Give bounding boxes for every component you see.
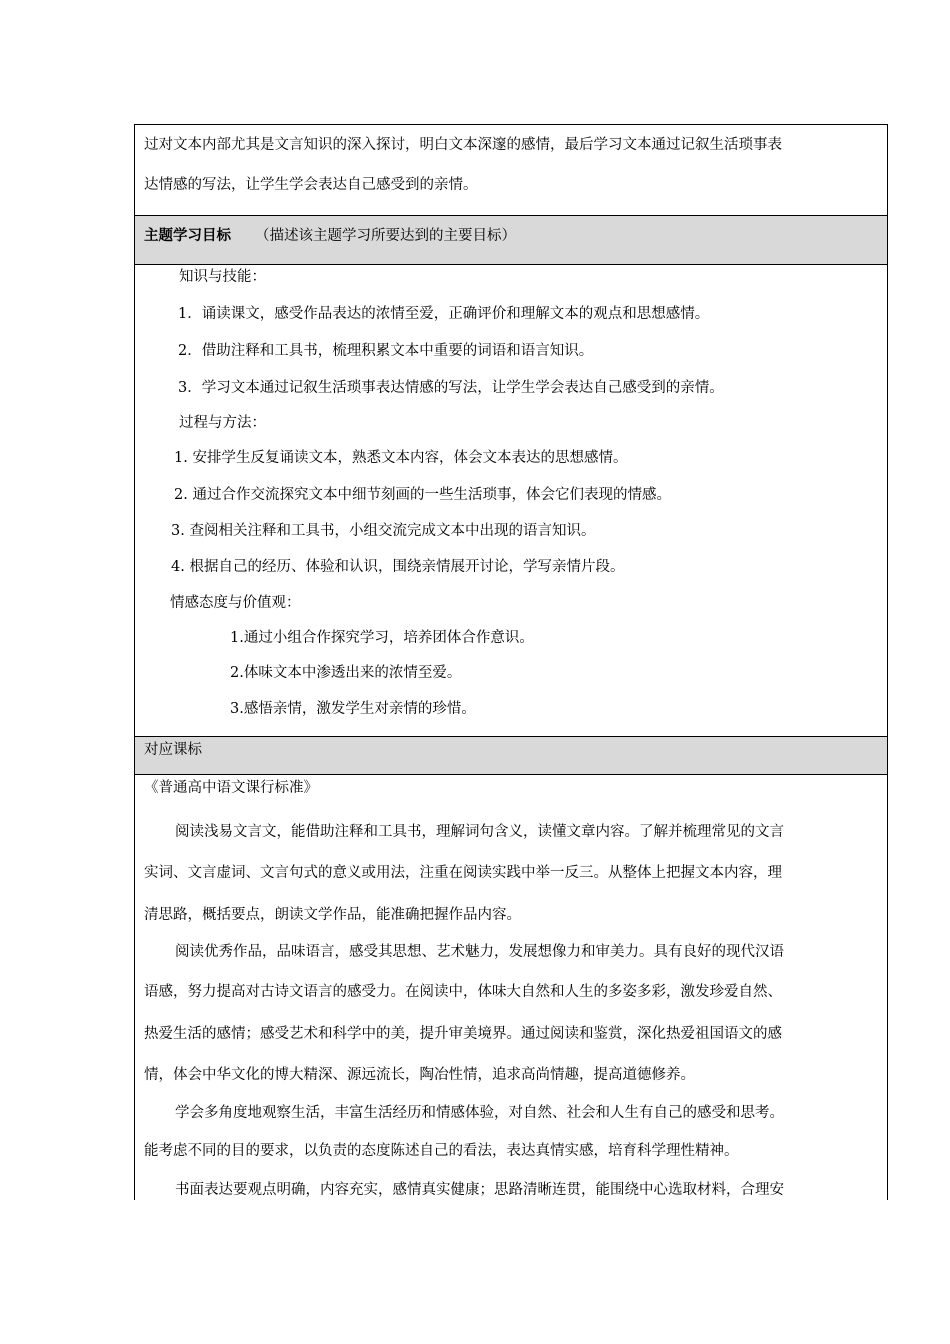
standards-header-cell bbox=[135, 736, 887, 774]
standards-content-cell bbox=[135, 774, 887, 1201]
standards-paragraph-line: 学会多角度地观察生活，丰富生活经历和情感体验，对自然、社会和人生有自己的感受和思考。 bbox=[175, 1105, 784, 1121]
standards-paragraph-line: 热爱生活的感情；感受艺术和科学中的美，提升审美境界。通过阅读和鉴赏，深化热爱祖国语文的感 bbox=[144, 1026, 782, 1042]
knowledge-item: 3．学习文本通过记叙生活琐事表达情感的写法，让学生学会表达自己感受到的亲情。 bbox=[178, 380, 724, 396]
standards-paragraph-line: 清思路，概括要点，朗读文学作品，能准确把握作品内容。 bbox=[144, 907, 521, 923]
process-heading: 过程与方法： bbox=[179, 415, 266, 431]
attitude-item: 2.体味文本中渗透出来的浓情至爱。 bbox=[230, 665, 462, 681]
attitude-item: 3.感悟亲情，激发学生对亲情的珍惜。 bbox=[230, 701, 476, 717]
process-item: 4. 根据自己的经历、体验和认识，围绕亲情展开讨论，学写亲情片段。 bbox=[171, 559, 625, 575]
standards-paragraph-line: 语感，努力提高对古诗文语言的感受力。在阅读中，体味大自然和人生的多姿多彩，激发珍爱自然、 bbox=[144, 984, 782, 1000]
knowledge-heading: 知识与技能： bbox=[179, 269, 266, 285]
lesson-plan-table bbox=[134, 124, 888, 1200]
goals-content-cell bbox=[135, 264, 887, 736]
standards-source: 《普通高中语文课行标准》 bbox=[144, 780, 318, 796]
intro-cell bbox=[135, 125, 887, 215]
standards-header-title: 对应课标 bbox=[144, 742, 202, 758]
knowledge-item: 1．诵读课文，感受作品表达的浓情至爱，正确评价和理解文本的观点和思想感情。 bbox=[178, 306, 710, 322]
standards-paragraph-line: 阅读浅易文言文，能借助注释和工具书，理解词句含义，读懂文章内容。了解并梳理常见的文言 bbox=[175, 824, 784, 840]
intro-line: 过对文本内部尤其是文言知识的深入探讨，明白文本深邃的感情，最后学习文本通过记叙生活琐事表 bbox=[144, 137, 782, 153]
process-item: 3. 查阅相关注释和工具书，小组交流完成文本中出现的语言知识。 bbox=[171, 523, 596, 539]
standards-paragraph-line: 阅读优秀作品，品味语言，感受其思想、艺术魅力，发展想像力和审美力。具有良好的现代汉语 bbox=[175, 944, 784, 960]
process-item: 2. 通过合作交流探究文本中细节刻画的一些生活琐事，体会它们表现的情感。 bbox=[174, 487, 671, 503]
goals-header-note: （描述该主题学习所要达到的主要目标） bbox=[255, 228, 516, 244]
goals-header-cell bbox=[135, 215, 887, 264]
process-item: 1. 安排学生反复诵读文本，熟悉文本内容，体会文本表达的思想感情。 bbox=[174, 450, 628, 466]
standards-paragraph-line: 实词、文言虚词、文言句式的意义或用法，注重在阅读实践中举一反三。从整体上把握文本内容，理 bbox=[144, 865, 782, 881]
standards-paragraph-line: 情，体会中华文化的博大精深、源远流长，陶冶性情，追求高尚情趣，提高道德修养。 bbox=[144, 1067, 695, 1083]
standards-paragraph-line: 书面表达要观点明确，内容充实，感情真实健康；思路清晰连贯，能围绕中心选取材料，合理安 bbox=[175, 1182, 784, 1198]
standards-paragraph-line: 能考虑不同的目的要求，以负责的态度陈述自己的看法，表达真情实感，培育科学理性精神。 bbox=[144, 1143, 739, 1159]
goals-header-title: 主题学习目标 bbox=[144, 227, 231, 244]
knowledge-item: 2．借助注释和工具书，梳理积累文本中重要的词语和语言知识。 bbox=[178, 343, 594, 359]
intro-line: 达情感的写法，让学生学会表达自己感受到的亲情。 bbox=[144, 177, 478, 193]
attitude-heading: 情感态度与价值观： bbox=[170, 595, 301, 611]
attitude-item: 1.通过小组合作探究学习，培养团体合作意识。 bbox=[230, 630, 534, 646]
